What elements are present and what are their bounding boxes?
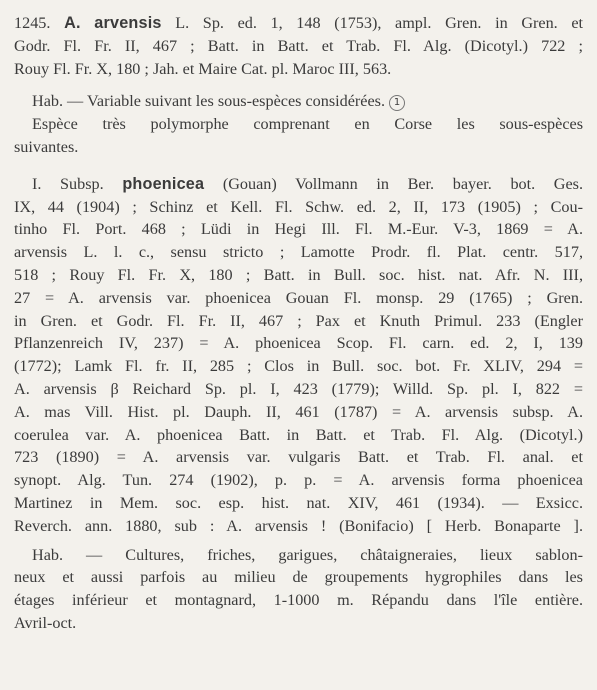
subsp-line-15: Martinez in Mem. soc. esp. hist. nat. XIV, 461 (1934). — Exsicc.: [14, 493, 583, 512]
habitat-line-3: étages inférieur et montagnard, 1-1000 m. Répandu dans l'île entière.: [14, 591, 583, 610]
subsp-line-4: arvensis L. l. c., sensu stricto ; Lamotte Prodr. fl. Plat. centr. 517,: [14, 243, 583, 262]
entry-number: 1245.: [14, 14, 51, 32]
subsp-line-9: (1772); Lamk Fl. fr. II, 285 ; Clos in Bull. soc. bot. Fr. XLIV, 294 =: [14, 357, 583, 376]
species-note-line-2: suivantes.: [14, 137, 79, 156]
subsp-line-6: 27 = A. arvensis var. phoenicea Gouan Fl. monsp. 29 (1765) ; Gren.: [14, 288, 583, 307]
subsp-line-11: A. mas Vill. Hist. pl. Dauph. II, 461 (1787) = A. arvensis subsp. A.: [14, 402, 583, 421]
subsp-name: phoenicea: [122, 174, 205, 193]
subsp-line-7: in Gren. et Godr. Fl. Fr. II, 467 ; Pax et Knuth Primul. 233 (Engler: [14, 311, 583, 330]
species-note-line-1: Espèce très polymorphe comprenant en Corse les sous-espèces: [32, 115, 583, 134]
species-note: [14, 113, 583, 159]
species-entry: [14, 12, 583, 80]
note-circle-icon: 1: [389, 95, 405, 111]
subsp-line-5: 518 ; Rouy Fl. Fr. X, 180 ; Batt. in Bull. soc. hist. nat. Afr. N. III,: [14, 265, 583, 284]
subspecies-block: [14, 173, 583, 538]
subsp-line-13: 723 (1890) = A. arvensis var. vulgaris Batt. et Trab. Fl. anal. et: [14, 448, 583, 467]
habitat-line-2: neux et aussi parfois au milieu de groupements hygrophiles dans les: [14, 568, 583, 587]
subsp-line-16: Reverch. ann. 1880, sub : A. arvensis ! (Bonifacio) [ Herb. Bonaparte ].: [14, 516, 583, 535]
species-name: arvensis: [94, 14, 162, 32]
habitat-line-1: Hab. — Cultures, friches, garigues, châtaigneraies, lieux sablon-: [32, 545, 583, 564]
entry-line-2: Godr. Fl. Fr. II, 467 ; Batt. in Batt. et Trab. Fl. Alg. (Dicotyl.) 722 ;: [14, 36, 583, 55]
subsp-line-3: tinho Fl. Port. 468 ; Lüdi in Hegi Ill. Fl. M.-Eur. V-3, 1869 = A.: [14, 220, 583, 239]
subsp-line-12: coerulea var. A. phoenicea Batt. in Batt. et Trab. Fl. Alg. (Dicotyl.): [14, 425, 583, 444]
subsp-line-10: A. arvensis β Reichard Sp. pl. I, 423 (1779); Willd. Sp. pl. I, 822 =: [14, 379, 583, 398]
entry-line-3: Rouy Fl. Fr. X, 180 ; Jah. et Maire Cat. pl. Maroc III, 563.: [14, 59, 392, 78]
habitat-general: [14, 90, 583, 113]
subsp-line-2: IX, 44 (1904) ; Schinz et Kell. Fl. Schw. ed. 2, II, 173 (1905) ; Cou-: [14, 197, 583, 216]
subsp-line-8: Pflanzenreich IV, 237) = A. phoenicea Scop. Fl. carn. ed. 2, I, 139: [14, 334, 583, 353]
entry-citation-1: L. Sp. ed. 1, 148 (1753), ampl. Gren. in Gren. et: [175, 14, 584, 32]
entry-line-1: [14, 12, 583, 35]
subsp-line-1: [14, 173, 583, 196]
subsp-authority: (Gouan) Vollmann in Ber. bayer. bot. Ges.: [222, 174, 584, 193]
habitat-subspecies: [14, 544, 583, 635]
habitat-line-4: Avril-oct.: [14, 613, 77, 632]
genus-abbr: A.: [64, 14, 81, 32]
habitat-general-text: Hab. — Variable suivant les sous-espèces considérées.: [32, 92, 386, 111]
subsp-line-14: synopt. Alg. Tun. 274 (1902), p. p. = A. arvensis forma phoenicea: [14, 471, 583, 490]
subsp-prefix: I. Subsp.: [32, 174, 104, 193]
